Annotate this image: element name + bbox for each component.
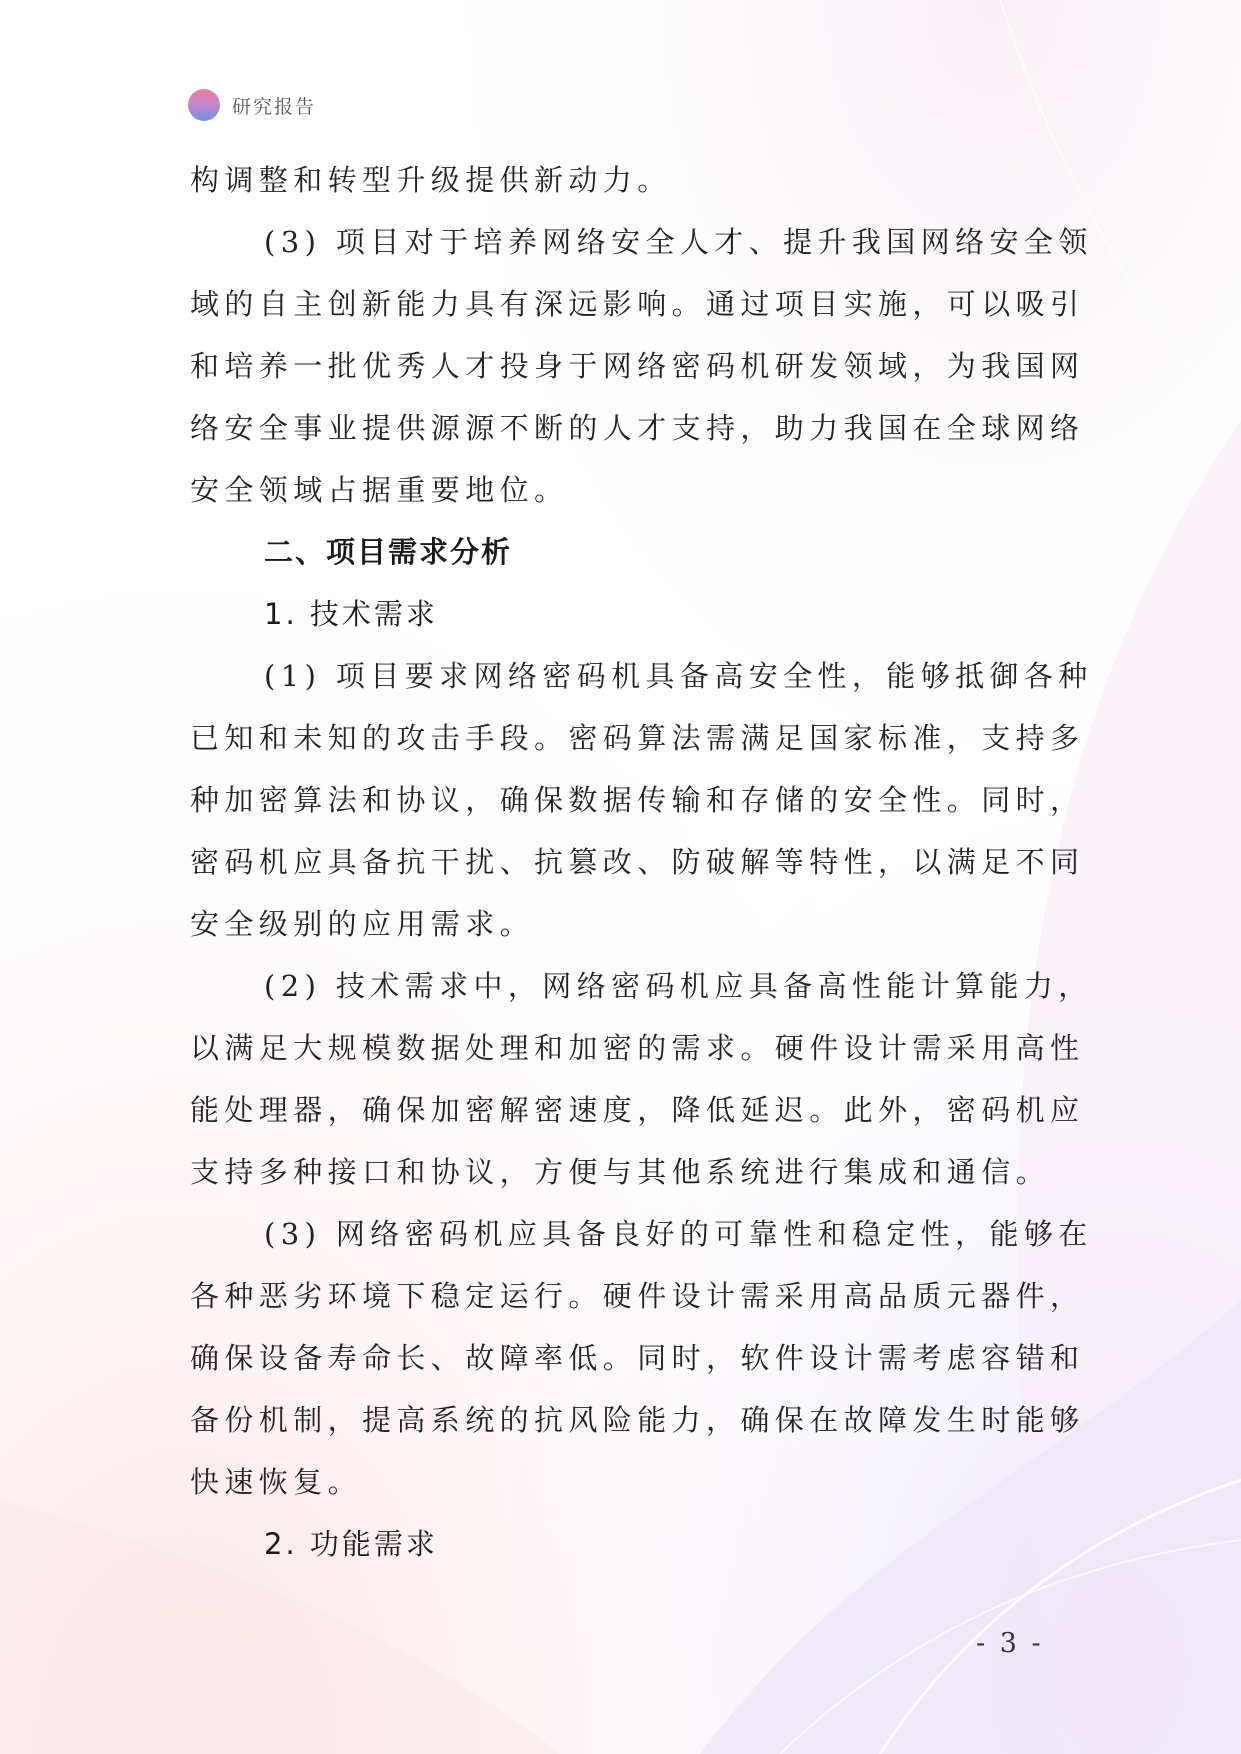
document-header — [188, 88, 316, 122]
paragraph-line: 支持多种接口和协议，方便与其他系统进行集成和通信。 — [190, 1155, 1051, 1189]
paragraph-line: 密码机应具备抗干扰、抗篡改、防破解等特性，以满足不同 — [190, 845, 1085, 879]
paragraph-line: 构调整和转型升级提供新动力。 — [190, 163, 672, 197]
paragraph-line: 络安全事业提供源源不断的人才支持，助力我国在全球网络 — [190, 411, 1085, 445]
paragraph-line: 种加密算法和协议，确保数据传输和存储的安全性。同时， — [190, 783, 1085, 817]
paragraph-line: 已知和未知的攻击手段。密码算法需满足国家标准，支持多 — [190, 721, 1085, 755]
paragraph-line: 和培养一批优秀人才投身于网络密码机研发领域，为我国网 — [190, 349, 1085, 383]
paragraph-line: 快速恢复。 — [190, 1465, 363, 1499]
paragraph-line: (3) 项目对于培养网络安全人才、提升我国网络安全领 — [264, 225, 1093, 259]
paragraph-line: 域的自主创新能力具有深远影响。通过项目实施，可以吸引 — [190, 287, 1085, 321]
subsection-heading: 2. 功能需求 — [264, 1527, 438, 1561]
paragraph-line: (2) 技术需求中，网络密码机应具备高性能计算能力， — [264, 969, 1093, 1003]
paragraph-line: 确保设备寿命长、故障率低。同时，软件设计需考虑容错和 — [190, 1341, 1085, 1375]
logo-circle-icon — [188, 89, 220, 121]
paragraph-line: 安全领域占据重要地位。 — [190, 473, 569, 507]
paragraph-line: 各种恶劣环境下稳定运行。硬件设计需采用高品质元器件， — [190, 1279, 1085, 1313]
page-number: - 3 - — [976, 1628, 1044, 1659]
paragraph-line: 备份机制，提高系统的抗风险能力，确保在故障发生时能够 — [190, 1403, 1085, 1437]
paragraph-line: 以满足大规模数据处理和加密的需求。硬件设计需采用高性 — [190, 1031, 1085, 1065]
paragraph-line: (1) 项目要求网络密码机具备高安全性，能够抵御各种 — [264, 659, 1093, 693]
subsection-heading: 1. 技术需求 — [264, 597, 438, 631]
header-label: 研究报告 — [232, 95, 317, 118]
section-heading: 二、项目需求分析 — [264, 535, 513, 569]
paragraph-line: (3) 网络密码机应具备良好的可靠性和稳定性，能够在 — [264, 1217, 1093, 1251]
paragraph-line: 安全级别的应用需求。 — [190, 907, 535, 941]
paragraph-line: 能处理器，确保加密解密速度，降低延迟。此外，密码机应 — [190, 1093, 1085, 1127]
